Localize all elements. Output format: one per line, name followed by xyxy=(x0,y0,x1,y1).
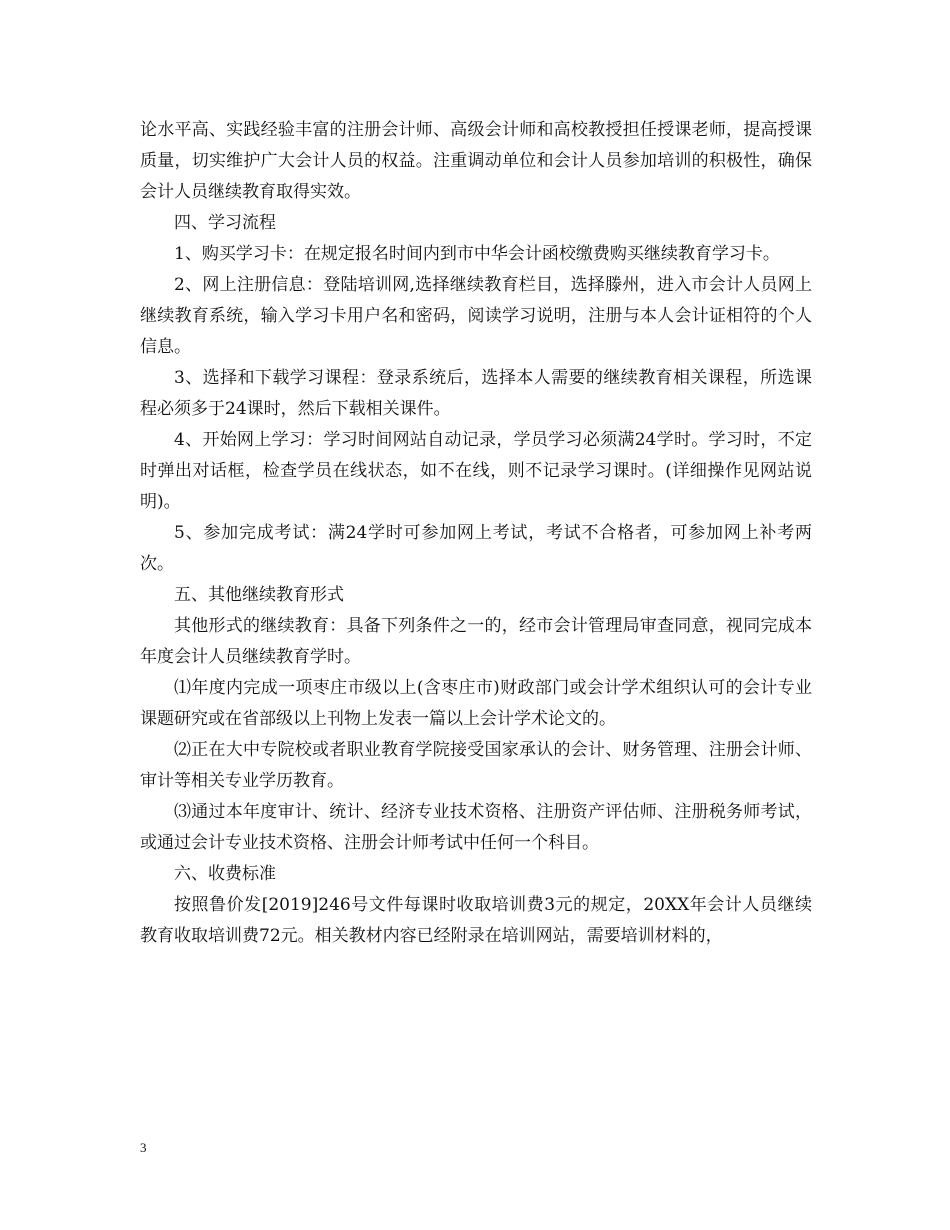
paragraph-other-forms-intro: 其他形式的继续教育：具备下列条件之一的，经市会计管理局审查同意，视同完成本年度会计人员继续教育学时。 xyxy=(140,616,812,667)
section-heading-other-forms: 五、其他继续教育形式 xyxy=(174,585,344,605)
paragraph-buy-study-card: 1、购买学习卡：在规定报名时间内到市中华会计函校缴费购买继续教育学习卡。 xyxy=(174,244,780,264)
paragraph-condition-2: ⑵正在大中专院校或者职业教育学院接受国家承认的会计、财务管理、注册会计师、审计等相关专业学历教育。 xyxy=(140,740,812,791)
document-body xyxy=(140,115,812,952)
page-number: 3 xyxy=(140,1140,147,1155)
paragraph-online-registration: 2、网上注册信息：登陆培训网,选择继续教育栏目，选择滕州，进入市会计人员网上继续教育系统，输入学习卡用户名和密码，阅读学习说明，注册与本人会计证相符的个人信息。 xyxy=(140,275,812,357)
paragraph-condition-1: ⑴年度内完成一项枣庄市级以上(含枣庄市)财政部门或会计学术组织认可的会计专业课题研究或在省部级以上刊物上发表一篇以上会计学术论文的。 xyxy=(140,678,812,729)
paragraph-online-learning: 4、开始网上学习：学习时间网站自动记录，学员学习必须满24学时。学习时，不定时弹出对话框，检查学员在线状态，如不在线，则不记录学习课时。(详细操作见网站说明)。 xyxy=(140,430,812,512)
paragraph-fee-standard: 按照鲁价发[2019]246号文件每课时收取培训费3元的规定，20XX年会计人员继续教育收取培训费72元。相关教材内容已经附录在培训网站，需要培训材料的， xyxy=(140,895,812,946)
paragraph-exam: 5、参加完成考试：满24学时可参加网上考试，考试不合格者，可参加网上补考两次。 xyxy=(140,523,812,574)
paragraph-continuation: 论水平高、实践经验丰富的注册会计师、高级会计师和高校教授担任授课老师，提高授课质量，切实维护广大会计人员的权益。注重调动单位和会计人员参加培训的积极性，确保会计人员继续教育取得实效。 xyxy=(140,120,812,202)
paragraph-select-courses: 3、选择和下载学习课程：登录系统后，选择本人需要的继续教育相关课程，所选课程必须多于24课时，然后下载相关课件。 xyxy=(140,368,812,419)
section-heading-fees: 六、收费标准 xyxy=(174,864,276,884)
section-heading-study-process: 四、学习流程 xyxy=(174,213,276,233)
paragraph-condition-3: ⑶通过本年度审计、统计、经济专业技术资格、注册资产评估师、注册税务师考试，或通过会计专业技术资格、注册会计师考试中任何一个科目。 xyxy=(140,802,812,853)
